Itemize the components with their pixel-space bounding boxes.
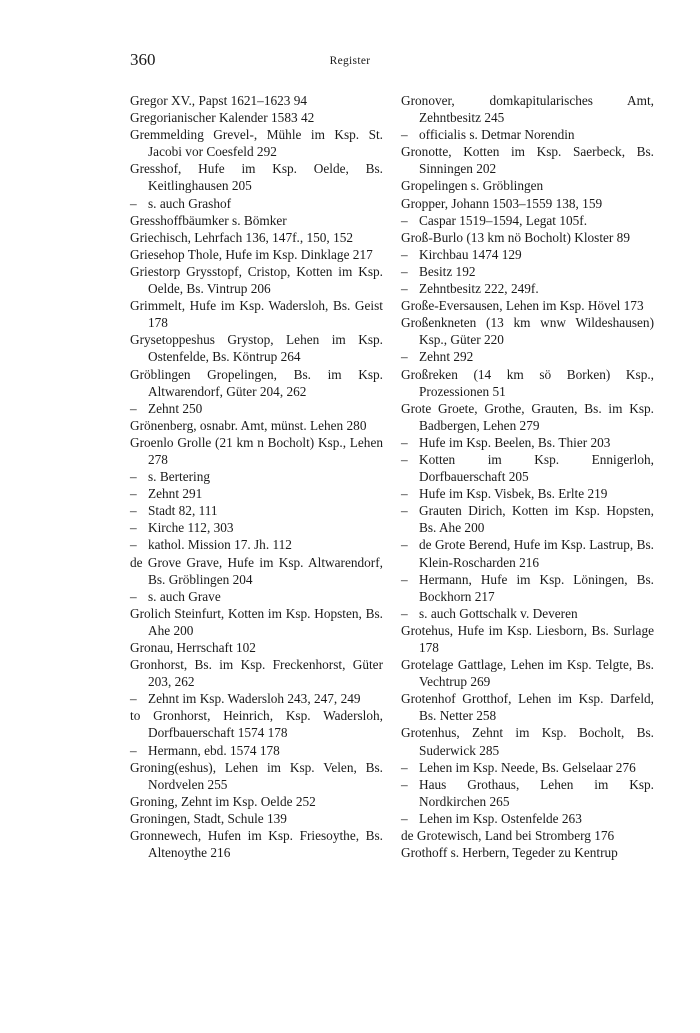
entry-text: de Grove Grave, Hufe im Ksp. Altwarendorf, Bs. Gröblingen 204 (130, 554, 383, 587)
index-subentry (130, 502, 383, 519)
index-subentry (401, 263, 654, 280)
entry-text: Gronau, Herrschaft 102 (130, 640, 256, 655)
index-entry (130, 160, 383, 194)
index-entry (130, 246, 383, 263)
entry-text: Besitz 192 (419, 263, 476, 279)
index-entry (130, 366, 383, 400)
entry-text: Caspar 1519–1594, Legat 105f. (419, 212, 588, 228)
subentry-dash: – (130, 469, 137, 485)
index-entry (130, 263, 383, 297)
entry-text: Stadt 82, 111 (148, 503, 218, 519)
subentry-dash: – (401, 127, 408, 143)
entry-text: Zehnt 292 (419, 349, 474, 365)
entry-text: Grolich Steinfurt, Kotten im Ksp. Hopsten, Bs. Ahe 200 (130, 605, 383, 638)
index-subentry (401, 246, 654, 263)
index-subentry (401, 485, 654, 502)
subentry-dash: – (401, 281, 408, 297)
subentry-dash: – (401, 503, 408, 519)
index-subentry (401, 502, 654, 536)
subentry-dash: – (130, 486, 137, 502)
index-subentry (130, 690, 383, 707)
subentry-dash: – (401, 349, 408, 365)
index-entry (130, 109, 383, 126)
subentry-dash: – (401, 246, 408, 262)
entry-text: Grauten Dirich, Kotten im Ksp. Hopsten, Bs. Ahe 200 (419, 503, 654, 536)
index-entry (130, 793, 383, 810)
entry-text: s. auch Grashof (148, 195, 232, 211)
subentry-dash: – (130, 742, 137, 758)
entry-text: Grotehus, Hufe im Ksp. Liesborn, Bs. Surlage 178 (401, 622, 654, 655)
index-entry (130, 707, 383, 741)
subentry-dash: – (401, 212, 408, 228)
index-subentry (130, 519, 383, 536)
entry-text: Zehnt im Ksp. Wadersloh 243, 247, 249 (148, 691, 361, 707)
index-entry (130, 212, 383, 229)
entry-text: Zehnt 250 (148, 400, 203, 416)
entry-text: Griesehop Thole, Hufe im Ksp. Dinklage 217 (130, 246, 373, 262)
index-subentry (401, 776, 654, 810)
entry-text: s. Bertering (148, 469, 211, 485)
index-entry (130, 656, 383, 690)
entry-text: Gronotte, Kotten im Ksp. Saerbeck, Bs. Sinningen 202 (401, 144, 654, 177)
subentry-dash: – (130, 588, 137, 604)
entry-text: Gropelingen s. Gröblingen (401, 178, 544, 194)
index-entry (130, 92, 383, 109)
entry-text: Gronhorst, Bs. im Ksp. Freckenhorst, Güter 203, 262 (130, 657, 383, 690)
index-entry (130, 434, 383, 468)
index-entry (401, 724, 654, 758)
index-entry (130, 827, 383, 861)
entry-text: Groningen, Stadt, Schule 139 (130, 810, 287, 826)
entry-text: Lehen im Ksp. Ostenfelde 263 (419, 810, 582, 826)
index-entry (130, 297, 383, 331)
entry-text: officialis s. Detmar Norendin (419, 127, 575, 143)
index-subentry (130, 195, 383, 212)
entry-text: Gresshoffbäumker s. Bömker (130, 212, 287, 228)
entry-text: Hermann, ebd. 1574 178 (148, 742, 280, 758)
entry-text: Zehnt 291 (148, 486, 203, 502)
index-subentry (401, 212, 654, 229)
index-subentry (401, 434, 654, 451)
subentry-dash: – (401, 605, 408, 621)
entry-text: Grysetoppeshus Grystop, Lehen im Ksp. Ostenfelde, Bs. Köntrup 264 (130, 332, 383, 365)
entry-text: Grotenhus, Zehnt im Ksp. Bocholt, Bs. Suderwick 285 (401, 725, 654, 758)
subentry-dash: – (401, 263, 408, 279)
index-entry (130, 810, 383, 827)
index-entry (130, 605, 383, 639)
entry-text: Zehntbesitz 222, 249f. (419, 281, 539, 297)
index-subentry (401, 759, 654, 776)
entry-text: Hermann, Hufe im Ksp. Löningen, Bs. Bockhorn 217 (419, 571, 654, 604)
subentry-dash: – (130, 537, 137, 553)
running-head: Register (329, 55, 371, 67)
index-subentry (401, 451, 654, 485)
index-subentry (130, 485, 383, 502)
subentry-dash: – (130, 400, 137, 416)
index-subentry (401, 571, 654, 605)
index-entry (401, 656, 654, 690)
entry-text: s. auch Gottschalk v. Deveren (419, 605, 578, 621)
index-entry (130, 554, 383, 588)
entry-text: Hufe im Ksp. Visbek, Bs. Erlte 219 (419, 486, 608, 502)
entry-text: de Grotewisch, Land bei Stromberg 176 (401, 828, 615, 844)
index-subentry (401, 348, 654, 365)
entry-text: to Gronhorst, Heinrich, Ksp. Wadersloh, Dorfbauerschaft 1574 178 (130, 708, 383, 741)
entry-text: Grotelage Gattlage, Lehen im Ksp. Telgte, Bs. Vechtrup 269 (401, 657, 654, 690)
index-subentry (401, 280, 654, 297)
entry-text: Lehen im Ksp. Neede, Bs. Gelselaar 276 (419, 759, 636, 775)
entry-text: Griestorp Grysstopf, Cristop, Kotten im Ksp. Oelde, Bs. Vintrup 206 (130, 263, 383, 297)
index-entry (130, 639, 383, 656)
index-entry (401, 143, 654, 177)
entry-text: Große-Eversausen, Lehen im Ksp. Hövel 173 (401, 298, 644, 314)
index-entry (401, 690, 654, 724)
entry-text: Großenkneten (13 km wnw Wildeshausen) Ksp., Güter 220 (401, 315, 654, 348)
index-subentry (401, 126, 654, 143)
index-subentry (130, 400, 383, 417)
page-number: 360 (130, 50, 156, 69)
index-entry (401, 844, 654, 861)
index-column-right (401, 92, 654, 861)
subentry-dash: – (130, 520, 137, 536)
entry-text: Groning, Zehnt im Ksp. Oelde 252 (130, 793, 316, 809)
entry-text: Gresshof, Hufe im Ksp. Oelde, Bs. Keitlinghausen 205 (130, 161, 383, 194)
entry-text: s. auch Grave (148, 588, 221, 604)
entry-text: Groenlo Grolle (21 km n Bocholt) Ksp., Lehen 278 (130, 434, 383, 467)
index-subentry (401, 605, 654, 622)
index-entry (401, 297, 654, 314)
entry-text: Gropper, Johann 1503–1559 138, 159 (401, 195, 603, 211)
index-entry (401, 195, 654, 212)
subentry-dash: – (130, 691, 137, 707)
index-entry (130, 759, 383, 793)
subentry-dash: – (401, 776, 408, 792)
index-entry (130, 331, 383, 365)
entry-text: Groning(eshus), Lehen im Ksp. Velen, Bs. Nordvelen 255 (130, 759, 383, 792)
entry-text: Grothoff s. Herbern, Tegeder zu Kentrup (401, 845, 618, 861)
index-subentry (130, 468, 383, 485)
entry-text: Grotenhof Grotthof, Lehen im Ksp. Darfeld, Bs. Netter 258 (401, 691, 654, 724)
entry-text: Gronover, domkapitularisches Amt, Zehntbesitz 245 (401, 93, 654, 126)
index-entry (401, 177, 654, 194)
subentry-dash: – (401, 486, 408, 502)
subentry-dash: – (401, 571, 408, 587)
entry-text: Haus Grothaus, Lehen im Ksp. Nordkirchen 265 (419, 776, 654, 809)
entry-text: Gregorianischer Kalender 1583 42 (130, 110, 315, 126)
entry-text: Groß-Burlo (13 km nö Bocholt) Kloster 89 (401, 229, 630, 245)
entry-text: de Grote Berend, Hufe im Ksp. Lastrup, Bs. Klein-Roscharden 216 (419, 537, 654, 570)
index-subentry (130, 536, 383, 553)
subentry-dash: – (401, 810, 408, 826)
index-entry (401, 366, 654, 400)
index-column-left (130, 92, 383, 861)
entry-text: Grote Groete, Grothe, Grauten, Bs. im Ksp. Badbergen, Lehen 279 (401, 400, 654, 433)
subentry-dash: – (401, 434, 408, 450)
subentry-dash: – (401, 759, 408, 775)
index-entry (130, 126, 383, 160)
entry-text: Grönenberg, osnabr. Amt, münst. Lehen 280 (130, 417, 367, 433)
entry-text: kathol. Mission 17. Jh. 112 (148, 537, 292, 553)
entry-text: Kirche 112, 303 (148, 520, 234, 536)
index-entry (401, 827, 654, 844)
entry-text: Gregor XV., Papst 1621–1623 94 (130, 93, 308, 108)
subentry-dash: – (130, 503, 137, 519)
index-entry (401, 400, 654, 434)
entry-text: Griechisch, Lehrfach 136, 147f., 150, 152 (130, 229, 354, 245)
index-subentry (401, 536, 654, 570)
index-entry (401, 229, 654, 246)
index-subentry (130, 742, 383, 759)
entry-text: Kotten im Ksp. Ennigerloh, Dorfbauerschaft 205 (419, 451, 654, 485)
index-subentry (401, 810, 654, 827)
entry-text: Gröblingen Gropelingen, Bs. im Ksp. Altwarendorf, Güter 204, 262 (130, 366, 383, 399)
entry-text: Gronnewech, Hufen im Ksp. Friesoythe, Bs. Altenoythe 216 (130, 828, 383, 861)
index-entry (130, 229, 383, 246)
entry-text: Großreken (14 km sö Borken) Ksp., Prozessionen 51 (401, 366, 654, 399)
entry-text: Hufe im Ksp. Beelen, Bs. Thier 203 (419, 434, 611, 450)
index-subentry (130, 588, 383, 605)
index-entry (401, 314, 654, 348)
index-entry (401, 622, 654, 656)
subentry-dash: – (401, 537, 408, 553)
entry-text: Grimmelt, Hufe im Ksp. Wadersloh, Bs. Geist 178 (130, 298, 383, 331)
entry-text: Gremmelding Grevel-, Mühle im Ksp. St. Jacobi vor Coesfeld 292 (130, 127, 383, 160)
index-entry (401, 92, 654, 126)
index-entry (130, 417, 383, 434)
subentry-dash: – (401, 451, 408, 467)
entry-text: Kirchbau 1474 129 (419, 246, 522, 262)
subentry-dash: – (130, 195, 137, 211)
